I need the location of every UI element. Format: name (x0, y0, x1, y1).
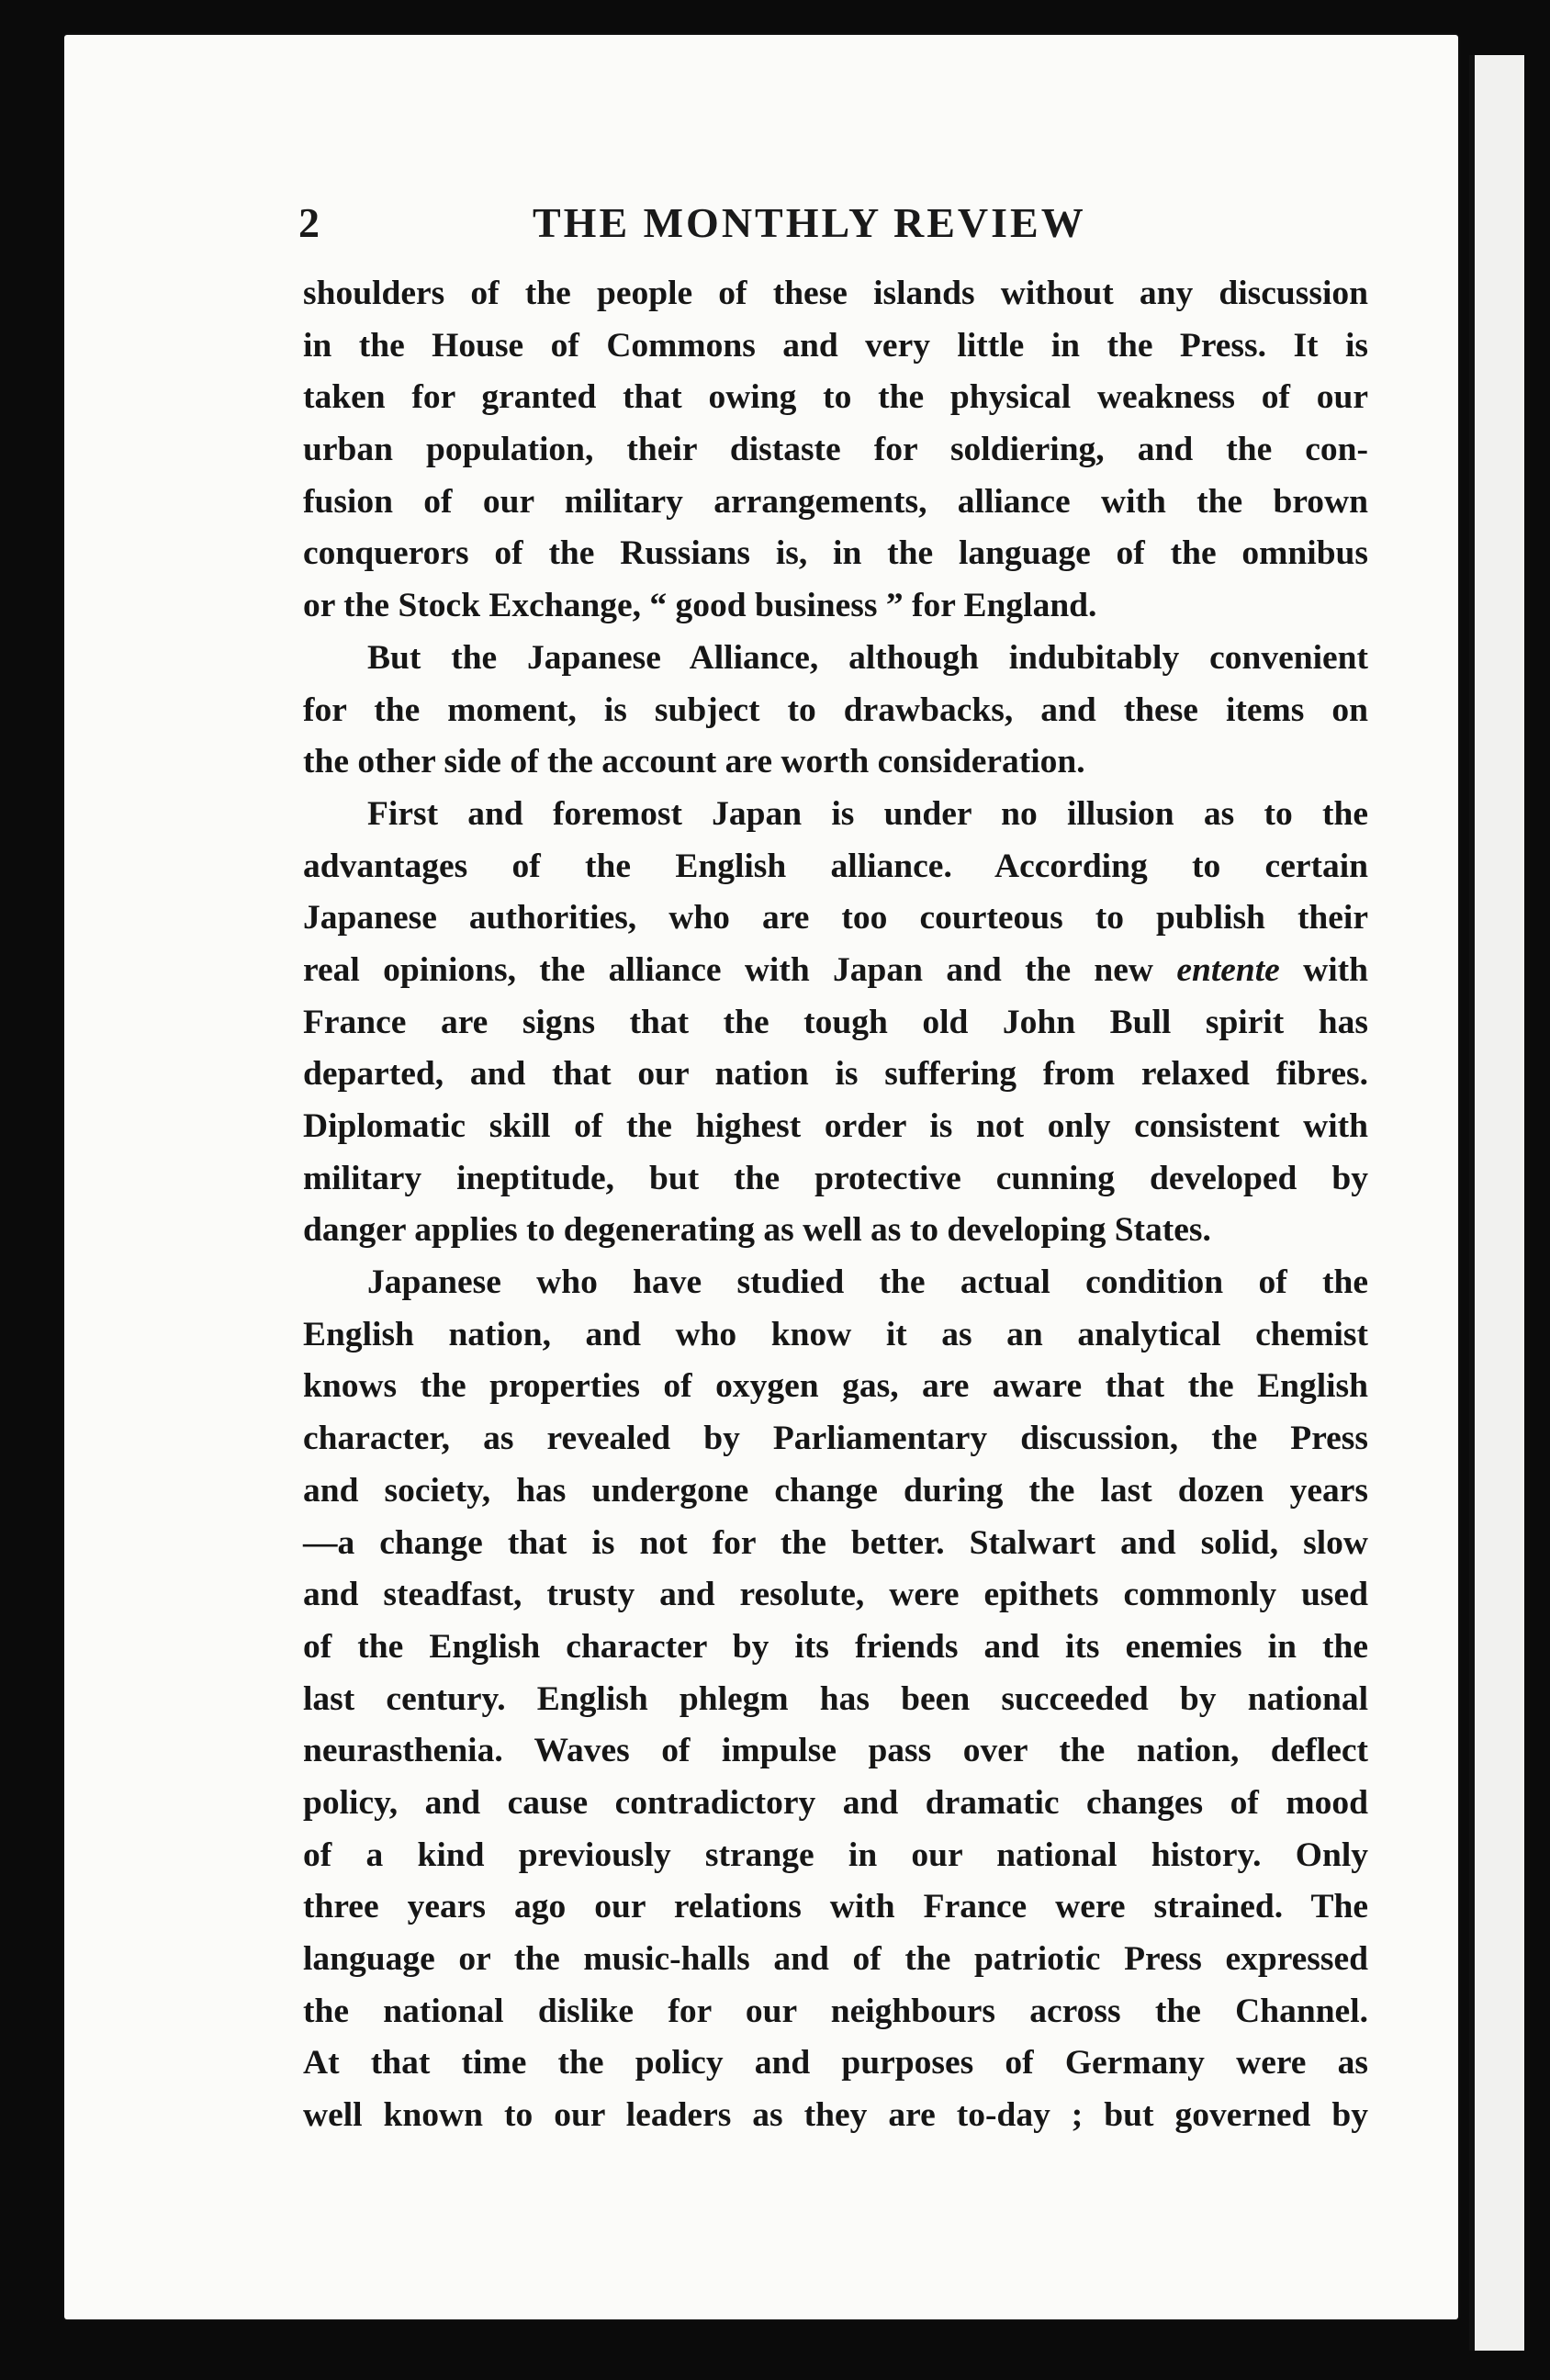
text-line: But the Japanese Alliance, although indubitably convenient (367, 638, 1368, 677)
paragraph-3 (303, 789, 1368, 1257)
text-line: policy, and cause contradictory and dramatic changes of mood (303, 1783, 1368, 1822)
text-line: urban population, their distaste for soldiering, and the con- (303, 431, 1368, 469)
text-line: last century. English phlegm has been succeeded by national (303, 1679, 1368, 1718)
text-line-with-italic (303, 945, 1368, 997)
text-segment: with (1303, 950, 1368, 989)
page-number: 2 (298, 199, 322, 246)
text-line: character, as revealed by Parliamentary discussion, the Press (303, 1420, 1368, 1458)
text-line: danger applies to degenerating as well as to developing States. (303, 1211, 1211, 1250)
text-line: and steadfast, trusty and resolute, were epithets commonly used (303, 1576, 1368, 1614)
text-line: Japanese who have studied the actual condition of the (367, 1263, 1368, 1302)
text-line: the national dislike for our neighbours across the Channel. (303, 1992, 1368, 2030)
text-line: departed, and that our nation is suffering from relaxed fibres. (303, 1055, 1368, 1094)
body-text (303, 268, 1368, 2142)
text-line: knows the properties of oxygen gas, are aware that the English (303, 1367, 1368, 1406)
text-line: English nation, and who know it as an analytical chemist (303, 1315, 1368, 1353)
text-line: three years ago our relations with France were strained. The (303, 1888, 1368, 1926)
text-line: —a change that is not for the better. Stalwart and solid, slow (303, 1523, 1368, 1562)
text-segment: real opinions, the alliance with Japan and the new (303, 950, 1154, 989)
text-line: or the Stock Exchange, “ good business ” for England. (303, 587, 1097, 625)
adjacent-page-edge (1469, 55, 1524, 2351)
text-line: First and foremost Japan is under no illusion as to the (367, 794, 1368, 833)
text-line: of a kind previously strange in our national history. Only (303, 1836, 1368, 1874)
text-line: well known to our leaders as they are to-day ; but governed by (303, 2096, 1368, 2135)
italic-word: entente (1176, 950, 1280, 989)
text-line: of the English character by its friends and its enemies in the (303, 1627, 1368, 1666)
text-line: the other side of the account are worth consideration. (303, 743, 1085, 781)
text-line: neurasthenia. Waves of impulse pass over the nation, deflect (303, 1732, 1368, 1770)
paragraph-1 (303, 268, 1368, 633)
page-header (298, 191, 1377, 255)
text-line: and society, has undergone change during the last dozen years (303, 1471, 1368, 1510)
text-line: conquerors of the Russians is, in the language of the omnibus (303, 534, 1368, 573)
paragraph-2 (303, 633, 1368, 789)
text-line: advantages of the English alliance. According to certain (303, 847, 1368, 885)
text-line: for the moment, is subject to drawbacks, and these items on (303, 690, 1368, 729)
text-line: military ineptitude, but the protective cunning developed by (303, 1159, 1368, 1197)
text-line: taken for granted that owing to the physical weakness of our (303, 378, 1368, 417)
paragraph-4 (303, 1257, 1368, 2142)
text-line: language or the music-halls and of the patriotic Press expressed (303, 1940, 1368, 1978)
text-line: At that time the policy and purposes of Germany were as (303, 2044, 1368, 2082)
text-line: Japanese authorities, who are too courteous to publish their (303, 899, 1368, 937)
text-line: Diplomatic skill of the highest order is not only consistent with (303, 1107, 1368, 1145)
running-title: THE MONTHLY REVIEW (533, 199, 1086, 246)
text-line: France are signs that the tough old John Bull spirit has (303, 1003, 1368, 1041)
text-line: fusion of our military arrangements, alliance with the brown (303, 482, 1368, 521)
text-line: in the House of Commons and very little in the Press. It is (303, 326, 1368, 365)
text-line: shoulders of the people of these islands without any discussion (303, 275, 1368, 312)
